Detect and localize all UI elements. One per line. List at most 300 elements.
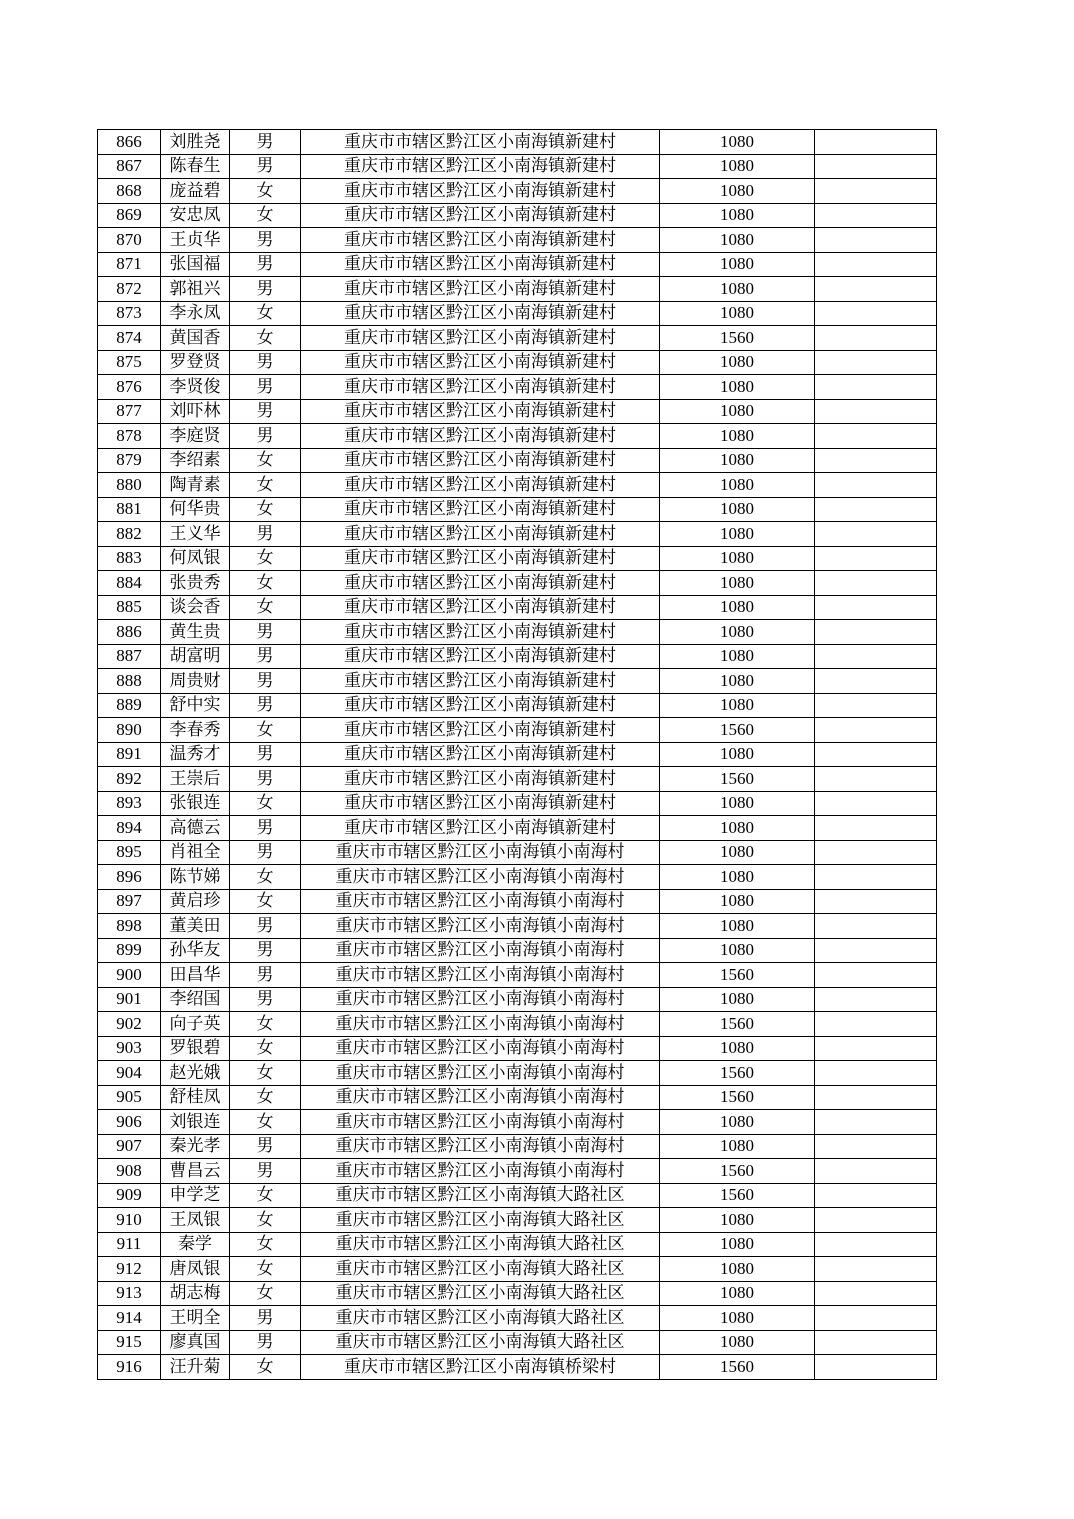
row-number-cell: 898 — [98, 914, 161, 939]
sex-cell: 女 — [230, 497, 301, 522]
note-cell — [815, 1061, 937, 1086]
sex-cell: 男 — [230, 742, 301, 767]
name-cell: 胡富明 — [161, 644, 230, 669]
name-cell: 汪升菊 — [161, 1355, 230, 1380]
table-row — [98, 448, 937, 473]
amount-cell: 1080 — [660, 179, 815, 204]
table-row — [98, 914, 937, 939]
amount-cell: 1080 — [660, 277, 815, 302]
note-cell — [815, 1036, 937, 1061]
row-number-cell: 901 — [98, 987, 161, 1012]
table-row — [98, 938, 937, 963]
amount-cell: 1080 — [660, 1330, 815, 1355]
sex-cell: 男 — [230, 130, 301, 155]
note-cell — [815, 179, 937, 204]
row-number-cell: 876 — [98, 375, 161, 400]
amount-cell: 1080 — [660, 938, 815, 963]
amount-cell: 1080 — [660, 1134, 815, 1159]
sex-cell: 女 — [230, 1232, 301, 1257]
note-cell — [815, 571, 937, 596]
row-number-cell: 879 — [98, 448, 161, 473]
table-row — [98, 277, 937, 302]
name-cell: 胡志梅 — [161, 1281, 230, 1306]
row-number-cell: 867 — [98, 154, 161, 179]
name-cell: 秦学 — [161, 1232, 230, 1257]
table-row — [98, 840, 937, 865]
note-cell — [815, 424, 937, 449]
table-body — [98, 130, 937, 1380]
table-row — [98, 179, 937, 204]
sex-cell: 男 — [230, 987, 301, 1012]
sex-cell: 女 — [230, 179, 301, 204]
sex-cell: 女 — [230, 1257, 301, 1282]
table-row — [98, 644, 937, 669]
sex-cell: 女 — [230, 1036, 301, 1061]
table-row — [98, 130, 937, 155]
address-cell: 重庆市市辖区黔江区小南海镇新建村 — [301, 473, 660, 498]
amount-cell: 1560 — [660, 1012, 815, 1037]
amount-cell: 1080 — [660, 987, 815, 1012]
name-cell: 王明全 — [161, 1306, 230, 1331]
table-row — [98, 1257, 937, 1282]
row-number-cell: 884 — [98, 571, 161, 596]
sex-cell: 男 — [230, 620, 301, 645]
address-cell: 重庆市市辖区黔江区小南海镇小南海村 — [301, 1110, 660, 1135]
table-row — [98, 203, 937, 228]
table-row — [98, 963, 937, 988]
name-cell: 庞益碧 — [161, 179, 230, 204]
name-cell: 张贵秀 — [161, 571, 230, 596]
row-number-cell: 907 — [98, 1134, 161, 1159]
row-number-cell: 880 — [98, 473, 161, 498]
sex-cell: 女 — [230, 1012, 301, 1037]
amount-cell: 1080 — [660, 1281, 815, 1306]
amount-cell: 1080 — [660, 840, 815, 865]
note-cell — [815, 767, 937, 792]
name-cell: 舒桂凤 — [161, 1085, 230, 1110]
name-cell: 孙华友 — [161, 938, 230, 963]
name-cell: 王崇后 — [161, 767, 230, 792]
table-row — [98, 546, 937, 571]
row-number-cell: 882 — [98, 522, 161, 547]
table-row — [98, 1355, 937, 1380]
row-number-cell: 911 — [98, 1232, 161, 1257]
table-row — [98, 889, 937, 914]
row-number-cell: 905 — [98, 1085, 161, 1110]
table-row — [98, 326, 937, 351]
sex-cell: 男 — [230, 1330, 301, 1355]
name-cell: 廖真国 — [161, 1330, 230, 1355]
table-row — [98, 791, 937, 816]
address-cell: 重庆市市辖区黔江区小南海镇小南海村 — [301, 840, 660, 865]
row-number-cell: 913 — [98, 1281, 161, 1306]
address-cell: 重庆市市辖区黔江区小南海镇新建村 — [301, 718, 660, 743]
address-cell: 重庆市市辖区黔江区小南海镇新建村 — [301, 375, 660, 400]
row-number-cell: 909 — [98, 1183, 161, 1208]
sex-cell: 女 — [230, 301, 301, 326]
amount-cell: 1080 — [660, 644, 815, 669]
row-number-cell: 895 — [98, 840, 161, 865]
amount-cell: 1080 — [660, 1306, 815, 1331]
amount-cell: 1560 — [660, 1159, 815, 1184]
note-cell — [815, 1306, 937, 1331]
table-row — [98, 1110, 937, 1135]
address-cell: 重庆市市辖区黔江区小南海镇新建村 — [301, 522, 660, 547]
name-cell: 王贞华 — [161, 228, 230, 253]
table-row — [98, 252, 937, 277]
row-number-cell: 910 — [98, 1208, 161, 1233]
amount-cell: 1080 — [660, 889, 815, 914]
amount-cell: 1080 — [660, 914, 815, 939]
row-number-cell: 908 — [98, 1159, 161, 1184]
name-cell: 刘吓林 — [161, 399, 230, 424]
name-cell: 秦光孝 — [161, 1134, 230, 1159]
note-cell — [815, 1134, 937, 1159]
row-number-cell: 873 — [98, 301, 161, 326]
address-cell: 重庆市市辖区黔江区小南海镇新建村 — [301, 203, 660, 228]
address-cell: 重庆市市辖区黔江区小南海镇小南海村 — [301, 1012, 660, 1037]
amount-cell: 1080 — [660, 399, 815, 424]
sex-cell: 女 — [230, 571, 301, 596]
note-cell — [815, 718, 937, 743]
note-cell — [815, 326, 937, 351]
amount-cell: 1080 — [660, 595, 815, 620]
address-cell: 重庆市市辖区黔江区小南海镇新建村 — [301, 693, 660, 718]
address-cell: 重庆市市辖区黔江区小南海镇新建村 — [301, 350, 660, 375]
note-cell — [815, 840, 937, 865]
name-cell: 唐凤银 — [161, 1257, 230, 1282]
sex-cell: 男 — [230, 399, 301, 424]
sex-cell: 女 — [230, 1208, 301, 1233]
amount-cell: 1560 — [660, 1183, 815, 1208]
name-cell: 刘银连 — [161, 1110, 230, 1135]
address-cell: 重庆市市辖区黔江区小南海镇新建村 — [301, 424, 660, 449]
sex-cell: 男 — [230, 693, 301, 718]
name-cell: 田昌华 — [161, 963, 230, 988]
table-row — [98, 424, 937, 449]
note-cell — [815, 1330, 937, 1355]
amount-cell: 1080 — [660, 1036, 815, 1061]
table-row — [98, 375, 937, 400]
sex-cell: 女 — [230, 326, 301, 351]
table-row — [98, 1159, 937, 1184]
note-cell — [815, 889, 937, 914]
table-row — [98, 522, 937, 547]
note-cell — [815, 644, 937, 669]
note-cell — [815, 1110, 937, 1135]
address-cell: 重庆市市辖区黔江区小南海镇大路社区 — [301, 1183, 660, 1208]
amount-cell: 1080 — [660, 693, 815, 718]
note-cell — [815, 448, 937, 473]
note-cell — [815, 522, 937, 547]
table-row — [98, 693, 937, 718]
amount-cell: 1560 — [660, 326, 815, 351]
note-cell — [815, 914, 937, 939]
name-cell: 肖祖全 — [161, 840, 230, 865]
row-number-cell: 869 — [98, 203, 161, 228]
sex-cell: 男 — [230, 277, 301, 302]
note-cell — [815, 399, 937, 424]
sex-cell: 女 — [230, 448, 301, 473]
table-row — [98, 718, 937, 743]
table-row — [98, 1183, 937, 1208]
name-cell: 王义华 — [161, 522, 230, 547]
row-number-cell: 903 — [98, 1036, 161, 1061]
amount-cell: 1560 — [660, 1355, 815, 1380]
address-cell: 重庆市市辖区黔江区小南海镇小南海村 — [301, 1134, 660, 1159]
note-cell — [815, 1208, 937, 1233]
table-row — [98, 1306, 937, 1331]
name-cell: 何华贵 — [161, 497, 230, 522]
sex-cell: 女 — [230, 1061, 301, 1086]
note-cell — [815, 1183, 937, 1208]
address-cell: 重庆市市辖区黔江区小南海镇小南海村 — [301, 938, 660, 963]
address-cell: 重庆市市辖区黔江区小南海镇小南海村 — [301, 889, 660, 914]
row-number-cell: 871 — [98, 252, 161, 277]
amount-cell: 1080 — [660, 350, 815, 375]
table-row — [98, 620, 937, 645]
address-cell: 重庆市市辖区黔江区小南海镇大路社区 — [301, 1330, 660, 1355]
sex-cell: 女 — [230, 865, 301, 890]
row-number-cell: 868 — [98, 179, 161, 204]
amount-cell: 1080 — [660, 1232, 815, 1257]
name-cell: 王凤银 — [161, 1208, 230, 1233]
name-cell: 何凤银 — [161, 546, 230, 571]
sex-cell: 男 — [230, 644, 301, 669]
table-row — [98, 816, 937, 841]
amount-cell: 1080 — [660, 252, 815, 277]
note-cell — [815, 1281, 937, 1306]
address-cell: 重庆市市辖区黔江区小南海镇新建村 — [301, 767, 660, 792]
address-cell: 重庆市市辖区黔江区小南海镇小南海村 — [301, 914, 660, 939]
address-cell: 重庆市市辖区黔江区小南海镇新建村 — [301, 669, 660, 694]
sex-cell: 男 — [230, 375, 301, 400]
sex-cell: 男 — [230, 228, 301, 253]
table-row — [98, 497, 937, 522]
amount-cell: 1080 — [660, 375, 815, 400]
sex-cell: 女 — [230, 203, 301, 228]
table-row — [98, 228, 937, 253]
name-cell: 向子英 — [161, 1012, 230, 1037]
note-cell — [815, 497, 937, 522]
row-number-cell: 892 — [98, 767, 161, 792]
note-cell — [815, 252, 937, 277]
note-cell — [815, 473, 937, 498]
name-cell: 李绍国 — [161, 987, 230, 1012]
name-cell: 高德云 — [161, 816, 230, 841]
note-cell — [815, 963, 937, 988]
amount-cell: 1080 — [660, 742, 815, 767]
address-cell: 重庆市市辖区黔江区小南海镇大路社区 — [301, 1208, 660, 1233]
sex-cell: 男 — [230, 350, 301, 375]
row-number-cell: 906 — [98, 1110, 161, 1135]
name-cell: 罗银碧 — [161, 1036, 230, 1061]
note-cell — [815, 620, 937, 645]
address-cell: 重庆市市辖区黔江区小南海镇新建村 — [301, 791, 660, 816]
address-cell: 重庆市市辖区黔江区小南海镇新建村 — [301, 644, 660, 669]
address-cell: 重庆市市辖区黔江区小南海镇新建村 — [301, 742, 660, 767]
name-cell: 曹昌云 — [161, 1159, 230, 1184]
amount-cell: 1560 — [660, 1085, 815, 1110]
note-cell — [815, 987, 937, 1012]
amount-cell: 1080 — [660, 865, 815, 890]
row-number-cell: 904 — [98, 1061, 161, 1086]
name-cell: 赵光娥 — [161, 1061, 230, 1086]
row-number-cell: 890 — [98, 718, 161, 743]
sex-cell: 女 — [230, 1183, 301, 1208]
sex-cell: 男 — [230, 1306, 301, 1331]
name-cell: 李春秀 — [161, 718, 230, 743]
row-number-cell: 866 — [98, 130, 161, 155]
row-number-cell: 870 — [98, 228, 161, 253]
row-number-cell: 894 — [98, 816, 161, 841]
row-number-cell: 900 — [98, 963, 161, 988]
note-cell — [815, 1257, 937, 1282]
table-row — [98, 1036, 937, 1061]
address-cell: 重庆市市辖区黔江区小南海镇新建村 — [301, 595, 660, 620]
amount-cell: 1080 — [660, 130, 815, 155]
row-number-cell: 902 — [98, 1012, 161, 1037]
note-cell — [815, 669, 937, 694]
amount-cell: 1080 — [660, 1110, 815, 1135]
data-table — [97, 129, 937, 1380]
table-row — [98, 1085, 937, 1110]
amount-cell: 1560 — [660, 963, 815, 988]
address-cell: 重庆市市辖区黔江区小南海镇小南海村 — [301, 1061, 660, 1086]
name-cell: 黄国香 — [161, 326, 230, 351]
table-row — [98, 767, 937, 792]
note-cell — [815, 1085, 937, 1110]
amount-cell: 1080 — [660, 816, 815, 841]
sex-cell: 女 — [230, 546, 301, 571]
amount-cell: 1080 — [660, 669, 815, 694]
address-cell: 重庆市市辖区黔江区小南海镇新建村 — [301, 252, 660, 277]
table-row — [98, 473, 937, 498]
address-cell: 重庆市市辖区黔江区小南海镇新建村 — [301, 571, 660, 596]
address-cell: 重庆市市辖区黔江区小南海镇新建村 — [301, 326, 660, 351]
name-cell: 刘胜尧 — [161, 130, 230, 155]
name-cell: 陶青素 — [161, 473, 230, 498]
amount-cell: 1080 — [660, 546, 815, 571]
amount-cell: 1080 — [660, 448, 815, 473]
row-number-cell: 915 — [98, 1330, 161, 1355]
table-row — [98, 154, 937, 179]
sex-cell: 女 — [230, 1355, 301, 1380]
address-cell: 重庆市市辖区黔江区小南海镇新建村 — [301, 448, 660, 473]
address-cell: 重庆市市辖区黔江区小南海镇桥梁村 — [301, 1355, 660, 1380]
table-row — [98, 350, 937, 375]
name-cell: 黄生贵 — [161, 620, 230, 645]
address-cell: 重庆市市辖区黔江区小南海镇新建村 — [301, 154, 660, 179]
row-number-cell: 896 — [98, 865, 161, 890]
note-cell — [815, 350, 937, 375]
address-cell: 重庆市市辖区黔江区小南海镇小南海村 — [301, 987, 660, 1012]
sex-cell: 男 — [230, 767, 301, 792]
row-number-cell: 885 — [98, 595, 161, 620]
table-row — [98, 1061, 937, 1086]
address-cell: 重庆市市辖区黔江区小南海镇新建村 — [301, 546, 660, 571]
row-number-cell: 912 — [98, 1257, 161, 1282]
name-cell: 李贤俊 — [161, 375, 230, 400]
sex-cell: 女 — [230, 1085, 301, 1110]
note-cell — [815, 595, 937, 620]
name-cell: 董美田 — [161, 914, 230, 939]
row-number-cell: 886 — [98, 620, 161, 645]
table-row — [98, 301, 937, 326]
sex-cell: 女 — [230, 791, 301, 816]
table-row — [98, 987, 937, 1012]
address-cell: 重庆市市辖区黔江区小南海镇新建村 — [301, 228, 660, 253]
row-number-cell: 887 — [98, 644, 161, 669]
row-number-cell: 872 — [98, 277, 161, 302]
sex-cell: 女 — [230, 889, 301, 914]
sex-cell: 女 — [230, 1110, 301, 1135]
note-cell — [815, 203, 937, 228]
amount-cell: 1080 — [660, 791, 815, 816]
address-cell: 重庆市市辖区黔江区小南海镇新建村 — [301, 277, 660, 302]
address-cell: 重庆市市辖区黔江区小南海镇大路社区 — [301, 1281, 660, 1306]
address-cell: 重庆市市辖区黔江区小南海镇新建村 — [301, 179, 660, 204]
row-number-cell: 891 — [98, 742, 161, 767]
amount-cell: 1080 — [660, 522, 815, 547]
address-cell: 重庆市市辖区黔江区小南海镇小南海村 — [301, 865, 660, 890]
sex-cell: 男 — [230, 1159, 301, 1184]
row-number-cell: 888 — [98, 669, 161, 694]
sex-cell: 男 — [230, 669, 301, 694]
address-cell: 重庆市市辖区黔江区小南海镇小南海村 — [301, 1159, 660, 1184]
address-cell: 重庆市市辖区黔江区小南海镇小南海村 — [301, 963, 660, 988]
address-cell: 重庆市市辖区黔江区小南海镇新建村 — [301, 130, 660, 155]
table-row — [98, 1232, 937, 1257]
name-cell: 周贵财 — [161, 669, 230, 694]
note-cell — [815, 1012, 937, 1037]
note-cell — [815, 375, 937, 400]
address-cell: 重庆市市辖区黔江区小南海镇大路社区 — [301, 1232, 660, 1257]
name-cell: 张国福 — [161, 252, 230, 277]
name-cell: 舒中实 — [161, 693, 230, 718]
sex-cell: 女 — [230, 1281, 301, 1306]
address-cell: 重庆市市辖区黔江区小南海镇大路社区 — [301, 1306, 660, 1331]
address-cell: 重庆市市辖区黔江区小南海镇小南海村 — [301, 1036, 660, 1061]
sex-cell: 男 — [230, 1134, 301, 1159]
amount-cell: 1080 — [660, 301, 815, 326]
note-cell — [815, 1355, 937, 1380]
amount-cell: 1080 — [660, 571, 815, 596]
note-cell — [815, 1232, 937, 1257]
note-cell — [815, 130, 937, 155]
row-number-cell: 881 — [98, 497, 161, 522]
address-cell: 重庆市市辖区黔江区小南海镇新建村 — [301, 816, 660, 841]
amount-cell: 1080 — [660, 1208, 815, 1233]
name-cell: 温秀才 — [161, 742, 230, 767]
row-number-cell: 875 — [98, 350, 161, 375]
table-row — [98, 1012, 937, 1037]
sex-cell: 男 — [230, 522, 301, 547]
row-number-cell: 877 — [98, 399, 161, 424]
sex-cell: 男 — [230, 424, 301, 449]
table-row — [98, 1208, 937, 1233]
sex-cell: 男 — [230, 938, 301, 963]
name-cell: 罗登贤 — [161, 350, 230, 375]
name-cell: 郭祖兴 — [161, 277, 230, 302]
note-cell — [815, 154, 937, 179]
note-cell — [815, 228, 937, 253]
row-number-cell: 893 — [98, 791, 161, 816]
name-cell: 谈会香 — [161, 595, 230, 620]
note-cell — [815, 301, 937, 326]
sex-cell: 男 — [230, 914, 301, 939]
note-cell — [815, 277, 937, 302]
